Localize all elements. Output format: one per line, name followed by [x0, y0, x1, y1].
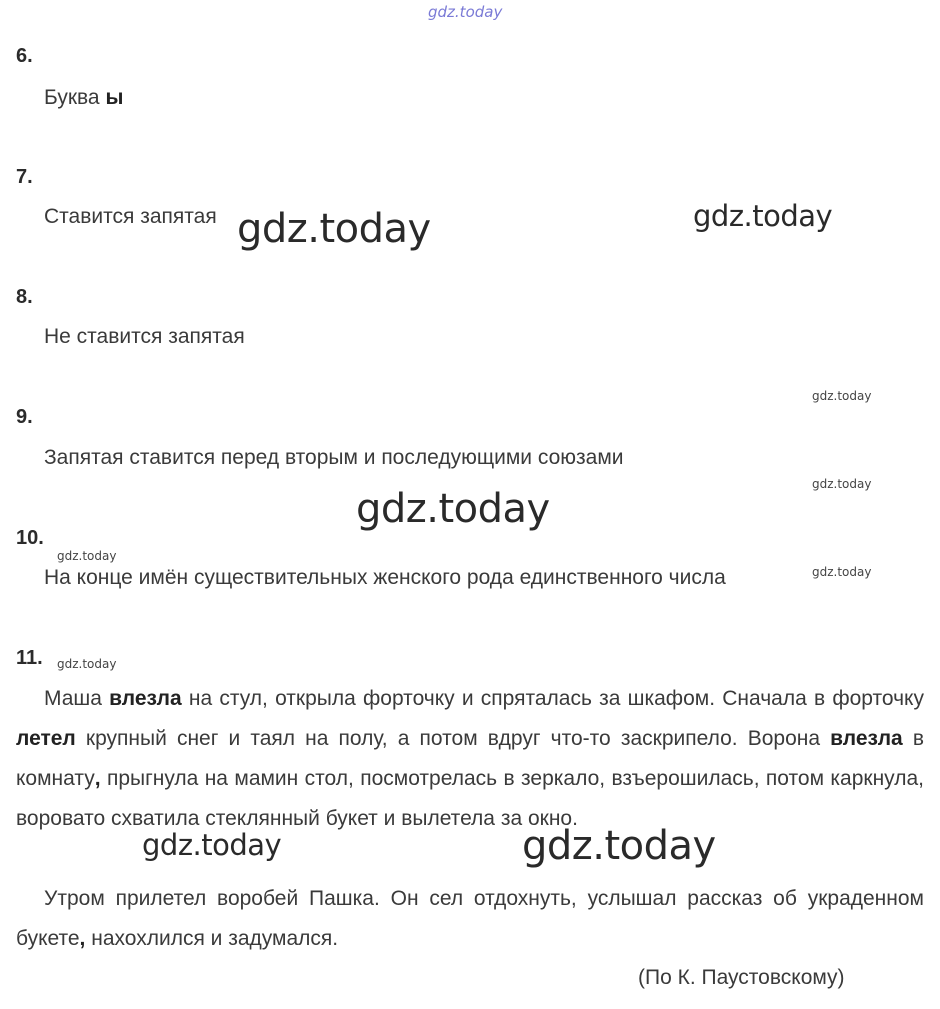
answer-number-11: 11. [16, 647, 43, 669]
answer-number-8: 8. [16, 286, 33, 308]
answer-6-letter: ы [105, 86, 124, 109]
source-attribution: (По К. Паустовскому) [638, 966, 845, 989]
story-paragraph-1 [16, 679, 924, 839]
text-segment: крупный снег и таял на полу, а потом вдруг что-то заскрипело. Ворона [75, 727, 831, 750]
answer-number-9: 9. [16, 406, 33, 428]
answer-text-8: Не ставится запятая [44, 325, 245, 348]
text-segment: Маша [44, 687, 110, 710]
watermark-small-5: gdz.today [57, 657, 117, 671]
text-segment: прыгнула на мамин стол, посмотрелась в зеркало, взъерошилась, потом каркнула, воровато схватила стеклянный букет и вылетела за окно. [16, 767, 924, 830]
answer-number-7: 7. [16, 166, 33, 188]
bold-segment: , [94, 767, 101, 790]
story-paragraph-2 [16, 879, 924, 959]
answer-text-7: Ставится запятая [44, 205, 217, 228]
answer-6-prefix: Буква [44, 86, 106, 109]
answer-number-10: 10. [16, 527, 44, 549]
answer-number-6: 6. [16, 45, 33, 67]
watermark-top: gdz.today [428, 3, 503, 21]
watermark-small-1: gdz.today [812, 389, 872, 403]
watermark-small-2: gdz.today [812, 477, 872, 491]
watermark-small-4: gdz.today [812, 565, 872, 579]
watermark-large-1: gdz.today [237, 206, 431, 252]
watermark-medium-2: gdz.today [142, 828, 282, 862]
bold-segment: влезла [830, 727, 903, 750]
answer-text-10: На конце имён существительных женского рода единственного числа [44, 566, 726, 589]
text-segment: Утром прилетел воробей Пашка. Он сел отдохнуть, услышал рассказ об украденном букете [16, 887, 924, 950]
answer-text-6 [44, 86, 123, 110]
watermark-large-2: gdz.today [356, 486, 550, 532]
bold-segment: , [79, 927, 86, 950]
bold-segment: влезла [109, 687, 182, 710]
text-segment: в комнату [16, 727, 924, 790]
text-segment: нахохлился и задумался. [85, 927, 339, 950]
watermark-small-3: gdz.today [57, 549, 117, 563]
bold-segment: летел [16, 727, 76, 750]
answer-text-9: Запятая ставится перед вторым и последующими союзами [44, 446, 624, 469]
watermark-medium-1: gdz.today [693, 199, 833, 233]
text-segment: на стул, открыла форточку и спряталась за шкафом. Сначала в форточку [181, 687, 924, 710]
watermark-large-3: gdz.today [522, 823, 716, 869]
